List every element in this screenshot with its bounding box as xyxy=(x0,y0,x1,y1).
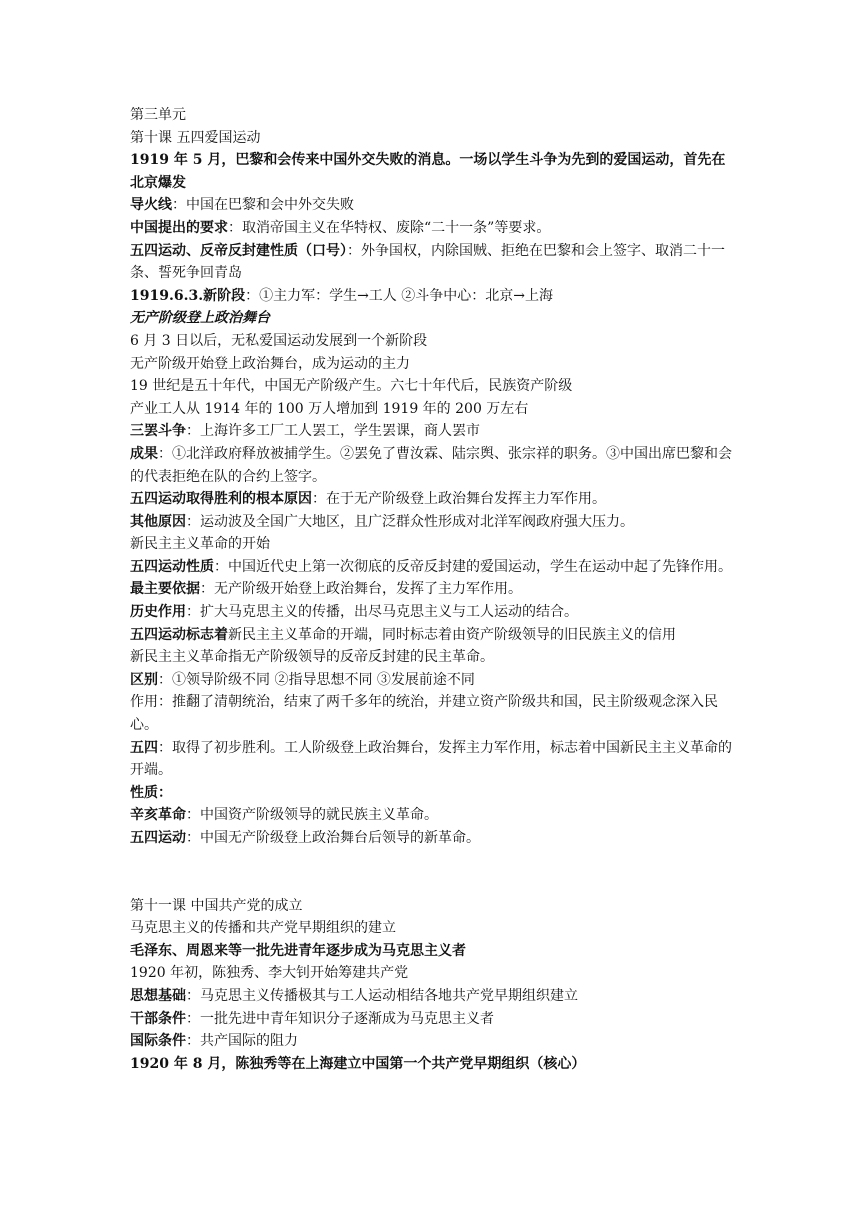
paragraph xyxy=(130,827,736,850)
term-text: ：外争国权，内除国贼、拒绝在巴黎和会上签字、取消二十一条、誓死争回青岛 xyxy=(130,242,725,282)
paragraph xyxy=(130,578,736,601)
paragraph: 作用：推翻了清朝统治，结束了两千多年的统治，并建立资产阶级共和国，民主阶级观念深入民心。 xyxy=(130,694,718,734)
unit-title: 第三单元 xyxy=(130,107,186,123)
term-label: 中国提出的要求 xyxy=(130,219,228,236)
term-label: 其他原因 xyxy=(130,513,186,530)
term-text: ：取消帝国主义在华特权、废除“二十一条”等要求。 xyxy=(228,219,551,236)
section-heading: 无产阶级登上政治舞台 xyxy=(130,310,270,327)
paragraph: 1920 年初，陈独秀、李大钊开始筹建共产党 xyxy=(130,965,409,982)
paragraph xyxy=(130,240,736,285)
term-label: 性质 xyxy=(130,784,158,801)
term-label: 五四运动标志着 xyxy=(130,626,228,643)
term-label: 国际条件 xyxy=(130,1033,186,1050)
paragraph xyxy=(130,194,736,217)
term-text: ：运动波及全国广大地区，且广泛群众性形成对北洋军阀政府强大压力。 xyxy=(186,513,634,530)
paragraph xyxy=(130,1030,736,1053)
term-text: ：共产国际的阻力 xyxy=(186,1033,298,1050)
term-label: 区别 xyxy=(130,671,158,688)
term-label: 1919.6.3.新阶段 xyxy=(130,287,246,304)
term-label: 五四运动性质 xyxy=(130,558,214,575)
term-text: ：①主力军：学生→工人 ②斗争中心：北京→上海 xyxy=(245,287,553,304)
paragraph: 无产阶级开始登上政治舞台，成为运动的主力 xyxy=(130,355,410,372)
document-page xyxy=(130,104,736,1075)
paragraph: 新民主主义革命的开始 xyxy=(130,536,270,553)
term-label: 最主要依据 xyxy=(130,581,200,598)
paragraph xyxy=(130,556,736,579)
paragraph xyxy=(130,420,736,443)
term-text: ：上海许多工厂工人罢工，学生罢课，商人罢市 xyxy=(186,423,480,440)
paragraph xyxy=(130,737,736,782)
paragraph xyxy=(130,804,736,827)
paragraph xyxy=(130,1008,736,1031)
term-text: ：马克思主义传播极其与工人运动相结各地共产党早期组织建立 xyxy=(186,987,578,1004)
paragraph xyxy=(130,669,736,692)
lesson-10-title: 第十课 五四爱国运动 xyxy=(130,129,261,146)
paragraph: 毛泽东、周恩来等一批先进青年逐步成为马克思主义者 xyxy=(130,942,466,959)
term-label: 历史作用 xyxy=(130,604,186,621)
term-label: 五四运动、反帝反封建性质（口号） xyxy=(130,242,347,259)
term-label: 干部条件 xyxy=(130,1010,186,1027)
paragraph xyxy=(130,624,736,647)
term-text: ：取得了初步胜利。工人阶级登上政治舞台，发挥主力军作用，标志着中国新民主主义革命的开端。 xyxy=(130,739,732,779)
paragraph xyxy=(130,488,736,511)
paragraph xyxy=(130,782,736,805)
paragraph xyxy=(130,285,736,308)
term-text: ：中国在巴黎和会中外交失败 xyxy=(172,197,354,214)
paragraph xyxy=(130,985,736,1008)
term-label: 成果 xyxy=(130,445,158,462)
paragraph: 产业工人从 1914 年的 100 万人增加到 1919 年的 200 万左右 xyxy=(130,400,529,417)
term-text: ：扩大马克思主义的传播，出尽马克思主义与工人运动的结合。 xyxy=(186,604,578,621)
term-label: 思想基础 xyxy=(130,987,186,1004)
term-label: 五四运动取得胜利的根本原因 xyxy=(130,491,312,508)
term-label: 五四运动 xyxy=(130,830,186,846)
paragraph: 新民主主义革命指无产阶级领导的反帝反封建的民主革命。 xyxy=(130,649,494,666)
term-text: ：无产阶级开始登上政治舞台，发挥了主力军作用。 xyxy=(200,581,522,598)
term-text: ：在于无产阶级登上政治舞台发挥主力军作用。 xyxy=(312,491,606,508)
term-text: ：①领导阶级不同 ②指导思想不同 ③发展前途不同 xyxy=(158,671,475,688)
lesson-11-title: 第十一课 中国共产党的成立 xyxy=(130,897,303,914)
term-label: 五四 xyxy=(130,739,158,756)
paragraph xyxy=(130,511,736,534)
paragraph: 6 月 3 日以后，无私爱国运动发展到一个新阶段 xyxy=(130,332,428,349)
term-label: 三罢斗争 xyxy=(130,423,186,440)
term-text: ： xyxy=(158,784,172,801)
term-text: ：中国无产阶级登上政治舞台后领导的新革命。 xyxy=(186,830,480,846)
paragraph xyxy=(130,443,736,488)
paragraph: 1920 年 8 月，陈独秀等在上海建立中国第一个共产党早期组织（核心） xyxy=(130,1055,586,1072)
paragraph xyxy=(130,217,736,240)
paragraph: 19 世纪是五十年代，中国无产阶级产生。六七十年代后，民族资产阶级 xyxy=(130,378,573,395)
paragraph: 马克思主义的传播和共产党早期组织的建立 xyxy=(130,920,396,937)
term-text: ：一批先进中青年知识分子逐渐成为马克思主义者 xyxy=(186,1010,494,1027)
term-text: ：中国近代史上第一次彻底的反帝反封建的爱国运动，学生在运动中起了先锋作用。 xyxy=(214,558,732,575)
term-text: ：①北洋政府释放被捕学生。②罢免了曹汝霖、陆宗舆、张宗祥的职务。③中国出席巴黎和会的代表拒绝在队的合约上签字。 xyxy=(130,445,732,485)
paragraph: 1919 年 5 月，巴黎和会传来中国外交失败的消息。一场以学生斗争为先到的爱国运动，首先在北京爆发 xyxy=(130,152,726,191)
paragraph xyxy=(130,601,736,624)
term-label: 辛亥革命 xyxy=(130,807,186,824)
term-text: ：中国资产阶级领导的就民族主义革命。 xyxy=(186,807,438,824)
term-text: 新民主主义革命的开端，同时标志着由资产阶级领导的旧民族主义的信用 xyxy=(228,626,676,643)
term-label: 导火线 xyxy=(130,197,172,214)
section-spacer xyxy=(130,850,736,895)
